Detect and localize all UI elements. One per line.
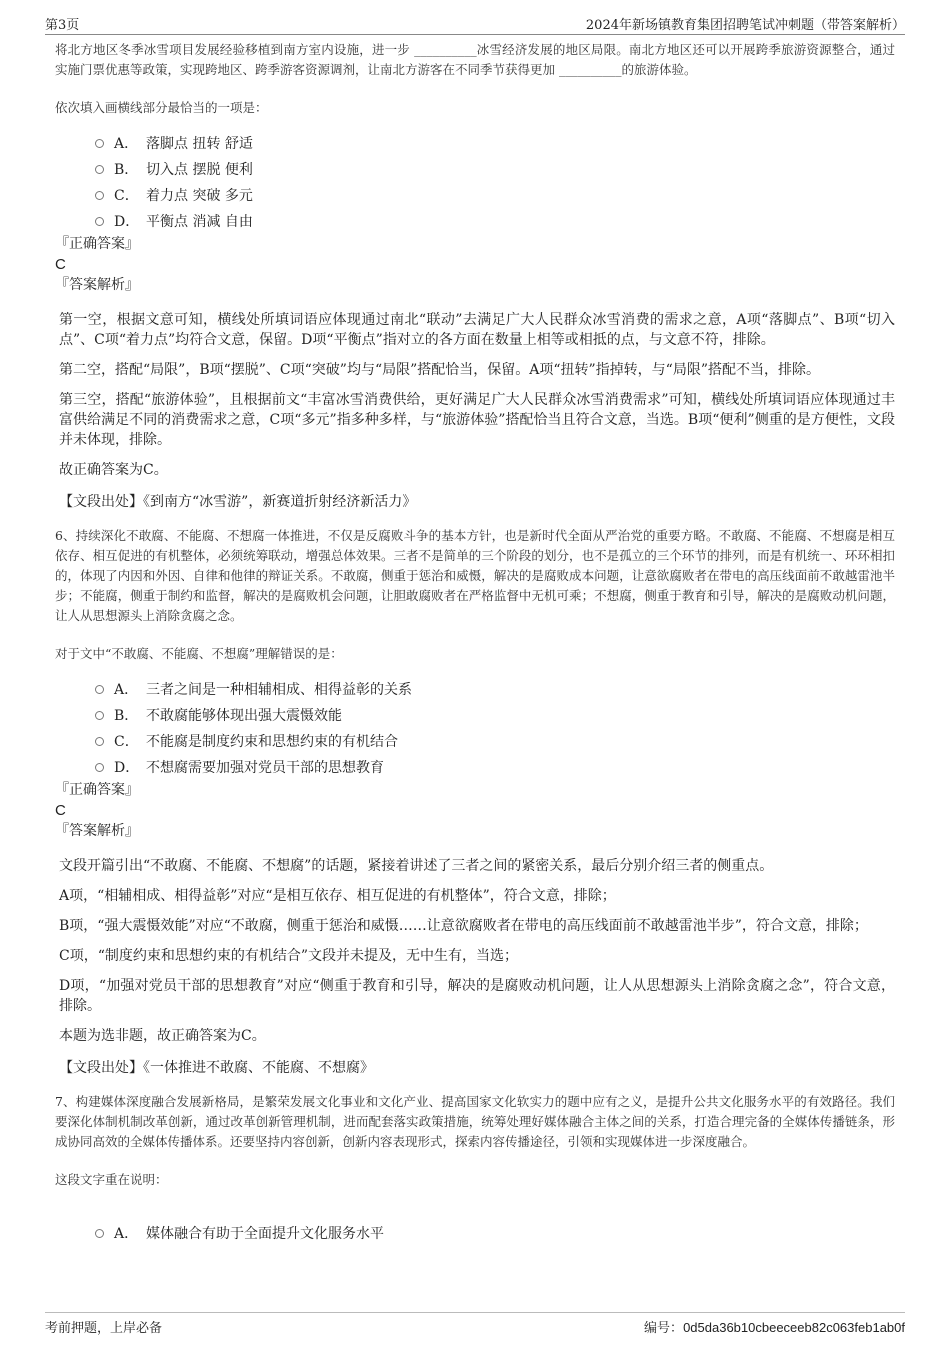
option-letter: D．: [114, 760, 140, 776]
page-content: [55, 40, 895, 1246]
radio-button-icon[interactable]: [95, 685, 104, 694]
option-text: 媒体融合有助于全面提升文化服务水平: [146, 1226, 384, 1242]
option-a[interactable]: [95, 676, 895, 702]
analysis-paragraph: C项，“制度约束和思想约束的有机结合”文段并未提及，无中生有，当选；: [59, 948, 519, 964]
radio-button-icon[interactable]: [95, 191, 104, 200]
radio-button-icon[interactable]: [95, 737, 104, 746]
answer-value: C: [55, 802, 66, 819]
option-b[interactable]: [95, 156, 895, 182]
question-prompt: 对于文中“不敢腐、不能腐、不想腐”理解错误的是：: [55, 646, 343, 661]
option-a[interactable]: [95, 1220, 895, 1246]
radio-button-icon[interactable]: [95, 165, 104, 174]
analysis-label: 『答案解析』: [55, 823, 139, 839]
option-letter: D．: [114, 214, 140, 230]
option-d[interactable]: [95, 208, 895, 234]
option-text: 落脚点 扭转 舒适: [146, 136, 253, 152]
radio-button-icon[interactable]: [95, 763, 104, 772]
option-c[interactable]: [95, 728, 895, 754]
question-text: 将北方地区冬季冰雪项目发展经验移植到南方室内设施，进一步 __________冰雪经济发展的地区局限。南北方地区还可以开展跨季旅游资源整合，通过实施门票优惠等政策，实现跨地区、跨季游客资源调剂，让南北方游客在不同季节获得更加 __________的旅游体验。: [55, 42, 895, 77]
option-text: 不能腐是制度约束和思想约束的有机结合: [146, 734, 398, 750]
page-number: 第3页: [45, 18, 80, 33]
option-letter: B．: [114, 162, 139, 178]
option-letter: A．: [114, 682, 139, 698]
option-text: 不敢腐能够体现出强大震慑效能: [146, 708, 342, 724]
option-text: 三者之间是一种相辅相成、相得益彰的关系: [146, 682, 412, 698]
question-6: [55, 526, 895, 1078]
analysis-paragraph: B项，“强大震慑效能”对应“不敢腐，侧重于惩治和威慑……让意欲腐败者在带电的高压线面前不敢越雷池半步”，符合文意，排除；: [59, 918, 868, 934]
analysis-paragraph: A项，“相辅相成、相得益彰”对应“是相互依存、相互促进的有机整体”，符合文意，排除；: [59, 888, 616, 904]
option-b[interactable]: [95, 702, 895, 728]
option-a[interactable]: [95, 130, 895, 156]
radio-button-icon[interactable]: [95, 711, 104, 720]
radio-button-icon[interactable]: [95, 1229, 104, 1238]
analysis-label: 『答案解析』: [55, 277, 139, 293]
analysis-conclusion: 故正确答案为C。: [59, 462, 168, 478]
option-text: 平衡点 消减 自由: [146, 214, 253, 230]
analysis-paragraph: 第二空，搭配“局限”，B项“摆脱”、C项“突破”均与“局限”搭配恰当，保留。A项“扭转”指掉转，与“局限”搭配不当，排除。: [59, 362, 820, 378]
radio-button-icon[interactable]: [95, 217, 104, 226]
source-citation: 【文段出处】《一体推进不敢腐、不能腐、不想腐》: [59, 1060, 374, 1076]
option-letter: A．: [114, 136, 139, 152]
option-letter: C．: [114, 734, 139, 750]
option-list: [95, 1220, 895, 1246]
analysis-paragraph: 第三空，搭配“旅游体验”，且根据前文“丰富冰雪消费供给，更好满足广大人民群众冰雪消费需求”可知，横线处所填词语应体现通过丰富供给满足不同的消费需求之意，C项“多元”指多种多样，与“旅游体验”搭配恰当且符合文意，当选。B项“便利”侧重的是方便性，文段并未体现，排除。: [59, 392, 895, 448]
page-footer: [45, 1312, 905, 1337]
question-text: 6、持续深化不敢腐、不能腐、不想腐一体推进，不仅是反腐败斗争的基本方针，也是新时代全面从严治党的重要方略。不敢腐、不能腐、不想腐是相互依存、相互促进的有机整体，必须统筹联动，增强总体效果。三者不是简单的三个阶段的划分，也不是孤立的三个环节的排列，而是有机统一、环环相扣的，体现了内因和外因、自律和他律的辩证关系。不敢腐，侧重于惩治和威慑，解决的是腐败成本问题，让意欲腐败者在带电的高压线面前不敢越雷池半步；不能腐，侧重于制约和监督，解决的是腐败机会问题，让胆敢腐败者在严格监督中无机可乘；不想腐，侧重于教育和引导，解决的是腐败动机问题，让人从思想源头上消除贪腐之念。: [55, 528, 895, 623]
option-list: [95, 130, 895, 234]
option-letter: C．: [114, 188, 139, 204]
analysis-paragraph: 第一空，根据文意可知，横线处所填词语应体现通过南北“联动”去满足广大人民群众冰雪消费的需求之意，A项“落脚点”、B项“切入点”、C项“着力点”均符合文意，保留。D项“平衡点”指对立的各方面在数量上相等或相抵的点，与文意不符，排除。: [59, 312, 895, 348]
option-text: 切入点 摆脱 便利: [146, 162, 253, 178]
radio-button-icon[interactable]: [95, 139, 104, 148]
page-header: [45, 12, 905, 35]
option-c[interactable]: [95, 182, 895, 208]
document-id: [644, 1317, 905, 1336]
question-prompt: 这段文字重在说明：: [55, 1172, 168, 1187]
document-title: 2024年新场镇教育集团招聘笔试冲刺题（带答案解析）: [585, 18, 905, 33]
answer-label: 『正确答案』: [55, 782, 139, 798]
answer-label: 『正确答案』: [55, 236, 139, 252]
answer-value: C: [55, 256, 66, 273]
option-d[interactable]: [95, 754, 895, 780]
source-citation: 【文段出处】《到南方“冰雪游”，新赛道折射经济新活力》: [59, 494, 417, 510]
analysis-paragraph: 文段开篇引出“不敢腐、不能腐、不想腐”的话题，紧接着讲述了三者之间的紧密关系，最后分别介绍三者的侧重点。: [59, 858, 774, 874]
option-letter: A．: [114, 1226, 139, 1242]
option-text: 着力点 突破 多元: [146, 188, 253, 204]
option-text: 不想腐需要加强对党员干部的思想教育: [146, 760, 384, 776]
footer-slogan: 考前押题，上岸必备: [45, 1321, 163, 1336]
document-id-label: 编号：: [644, 1321, 684, 1336]
analysis-paragraph: D项，“加强对党员干部的思想教育”对应“侧重于教育和引导，解决的是腐败动机问题，让人从思想源头上消除贪腐之念”，符合文意，排除。: [59, 978, 895, 1014]
option-list: [95, 676, 895, 780]
analysis-conclusion: 本题为选非题，故正确答案为C。: [59, 1028, 266, 1044]
document-id-value: 0d5da36b10cbeeceeb82c063feb1ab0f: [683, 1320, 905, 1335]
question-prompt: 依次填入画横线部分最恰当的一项是：: [55, 100, 268, 115]
question-text: 7、构建媒体深度融合发展新格局，是繁荣发展文化事业和文化产业、提高国家文化软实力的题中应有之义，是提升公共文化服务水平的有效路径。我们要深化体制机制改革创新，通过改革创新管理机制，进而配套落实政策措施，统筹处理好媒体融合主体之间的关系，打造合理完备的全媒体传播链条，形成协同高效的全媒体传播体系。还要坚持内容创新，创新内容表现形式，探索内容传播途径，引领和实现媒体进一步深度融合。: [55, 1094, 895, 1149]
option-letter: B．: [114, 708, 139, 724]
question-5: [55, 40, 895, 512]
question-7: [55, 1092, 895, 1246]
